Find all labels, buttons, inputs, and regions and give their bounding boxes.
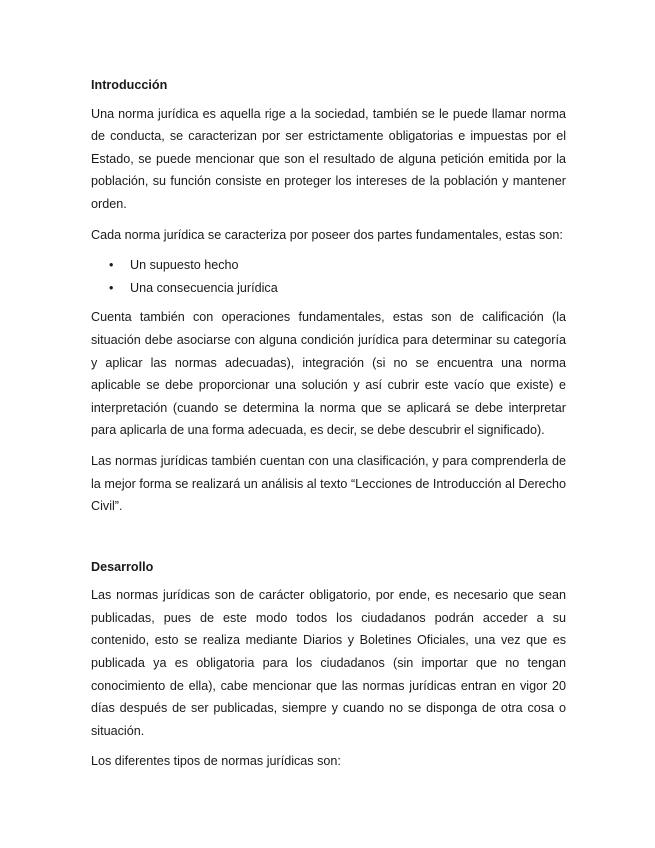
bullet-icon: • — [109, 280, 114, 295]
section-heading-introduccion: Introducción — [91, 78, 168, 92]
intro-paragraph-3: Cuenta también con operaciones fundamentales, estas son de calificación (la situación debe asociarse con alguna condición jurídica para determinar su categoría y aplicar las normas adecuadas), integración (si no se encuentra una norma aplicable se debe proporcionar una solución y así cubrir este vacío que existe) e interpretación (cuando se determina la norma que se aplicará se debe interpretar para aplicarla de una forma adecuada, es decir, se debe descubrir el significado). — [91, 310, 566, 438]
intro-paragraph-1: Una norma jurídica es aquella rige a la sociedad, también se le puede llamar norma de conducta, se caracterizan por ser estrictamente obligatorias e impuestas por el Estado, se puede mencionar que son el resultado de alguna petición emitida por la población, su función consiste en proteger los intereses de la población y mantener orden. — [91, 106, 566, 211]
list-item — [91, 254, 566, 277]
section-spacer — [91, 526, 566, 556]
intro-paragraph-4: Las normas jurídicas también cuentan con una clasificación, y para comprenderla de la mejor forma se realizará un análisis al texto “Lecciones de Introducción al Derecho Civil”. — [91, 453, 566, 514]
bullet-icon: • — [109, 258, 114, 273]
document-page — [91, 74, 566, 781]
list-item-text: Un supuesto hecho — [130, 258, 239, 273]
list-item-text: Una consecuencia jurídica — [130, 280, 278, 295]
intro-paragraph-2: Cada norma jurídica se caracteriza por poseer dos partes fundamentales, estas son: — [91, 227, 563, 242]
desarrollo-paragraph-1: Las normas jurídicas son de carácter obligatorio, por ende, es necesario que sean publicadas, pues de este modo todos los ciudadanos podrán acceder a su contenido, esto se realiza mediante Diarios y Boletines Oficiales, una vez que es publicada ya es obligatoria para los ciudadanos (sin importar que no tengan conocimiento de ella), cabe mencionar que las normas jurídicas entran en vigor 20 días después de ser publicadas, siempre y cuando no se disponga de otra cosa o situación. — [91, 588, 566, 738]
section-heading-desarrollo: Desarrollo — [91, 559, 154, 574]
desarrollo-paragraph-2: Los diferentes tipos de normas jurídicas son: — [91, 754, 341, 769]
bullet-list — [91, 254, 566, 299]
list-item — [91, 277, 566, 300]
